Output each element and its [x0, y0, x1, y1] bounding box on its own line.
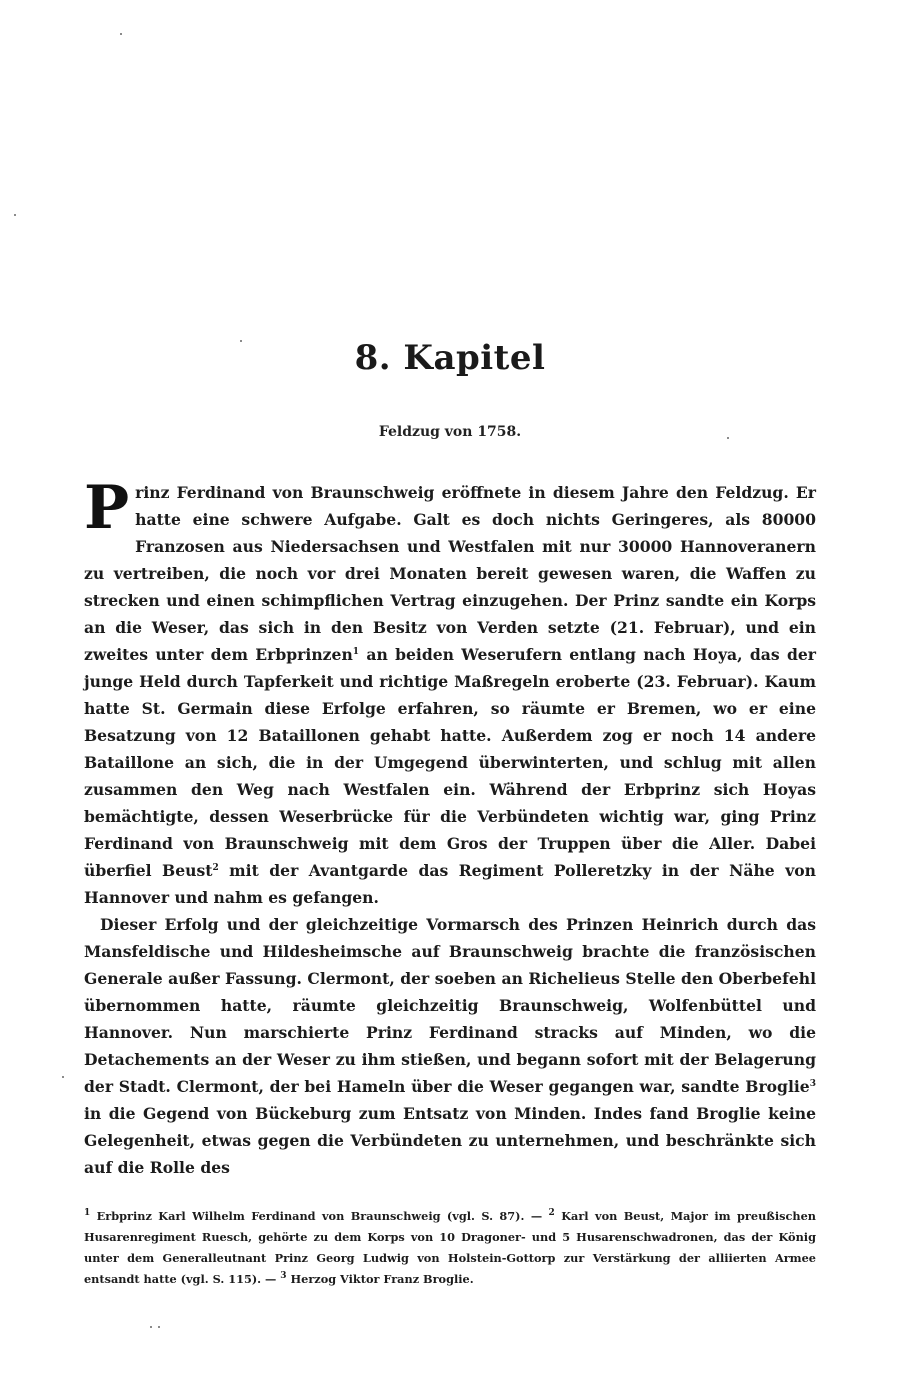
drop-cap-initial: P	[84, 473, 130, 543]
scan-speck	[150, 1326, 152, 1328]
paragraph-1-text-b: an beiden Weserufern entlang nach Hoya, das der junge Held durch Tapferkeit und richtige Maßregeln eroberte (23. Februar). Kaum hatte St. Germain diese Erfolge erfahren, so räumte er Bremen, wo er eine Besatzung von 12 Bataillonen gehabt hatte. Außerdem zog er noch 14 andere Bataillone an sich, die in der Umgegend überwinterten, und schlug mit allen zusammen den Weg nach Westfalen ein. Während der Erbprinz sich Hoyas bemächtigte, dessen Weserbrücke für die Verbündeten wichtig war, ging Prinz Ferdinand von Braunschweig mit dem Gros der Truppen über die Aller. Dabei überfiel Beust	[84, 645, 816, 880]
footnote-mark-3: 3	[280, 1271, 287, 1282]
footnote-2-text: Karl von Beust, Major im preußischen Husarenregiment Ruesch, gehörte zu dem Korps von 10 Dragoner- und 5 Husarenschwadronen, das der König unter dem Generalleutnant Prinz Georg Ludwig von Holstein-Gottorp zur Verstärkung der alliierten Armee entsandt hatte (vgl. S. 115). —	[84, 1209, 817, 1286]
footnote-ref-2: 2	[212, 862, 219, 873]
paragraph-2-text-b: in die Gegend von Bückeburg zum Entsatz von Minden. Indes fand Broglie keine Gelegenheit, etwas gegen die Verbündeten zu unternehmen, und beschränkte sich auf die Rolle des	[84, 1104, 816, 1177]
footnote-3-text: Herzog Viktor Franz Broglie.	[286, 1272, 474, 1286]
main-text	[84, 473, 816, 1181]
footnotes	[84, 1206, 816, 1290]
paragraph-1-text-c: mit der Avantgarde das Regiment Polleretzky in der Nähe von Hannover und nahm es gefangen.	[84, 861, 816, 907]
chapter-title: 8. Kapitel	[354, 338, 546, 378]
paragraph-2	[84, 911, 816, 1181]
scan-speck	[727, 437, 729, 439]
paragraph-1-text-a: rinz Ferdinand von Braunschweig eröffnete in diesem Jahre den Feldzug. Er hatte eine schwere Aufgabe. Galt es doch nichts Geringeres, als 80000 Franzosen aus Niedersachsen und Westfalen mit nur 30000 Hannoveranern zu vertreiben, die noch vor drei Monaten bereit gewesen waren, die Waffen zu strecken und einen schimpflichen Vertrag einzugehen. Der Prinz sandte ein Korps an die Weser, das sich in den Besitz von Verden setzte (21. Februar), und ein zweites unter dem Erbprinzen	[84, 483, 816, 664]
footnote-ref-1: 1	[352, 646, 360, 657]
scan-speck	[14, 214, 16, 216]
paragraph-1	[84, 473, 816, 911]
paragraph-2-text-a: Dieser Erfolg und der gleichzeitige Vormarsch des Prinzen Heinrich durch das Mansfeldische und Hildesheimsche auf Braunschweig brachte die französischen Generale außer Fassung. Clermont, der soeben an Richelieus Stelle den Oberbefehl übernommen hatte, räumte gleichzeitig Braunschweig, Wolfenbüttel und Hannover. Nun marschierte Prinz Ferdinand stracks auf Minden, wo die Detachements an der Weser zu ihm stießen, und begann sofort mit der Belagerung der Stadt. Clermont, der bei Hameln über die Weser gegangen war, sandte Broglie	[84, 915, 816, 1096]
scan-speck	[158, 1326, 160, 1328]
footnote-1-text: Erbprinz Karl Wilhelm Ferdinand von Braunschweig (vgl. S. 87). —	[90, 1209, 549, 1223]
scan-speck	[240, 340, 242, 342]
chapter-subtitle: Feldzug von 1758.	[378, 424, 522, 440]
footnote-block	[84, 1206, 816, 1290]
scan-speck	[120, 33, 122, 35]
footnote-mark-2: 2	[548, 1208, 555, 1219]
footnote-ref-3: 3	[809, 1078, 816, 1089]
scan-speck	[62, 1076, 64, 1078]
footnote-mark-1: 1	[84, 1208, 91, 1219]
